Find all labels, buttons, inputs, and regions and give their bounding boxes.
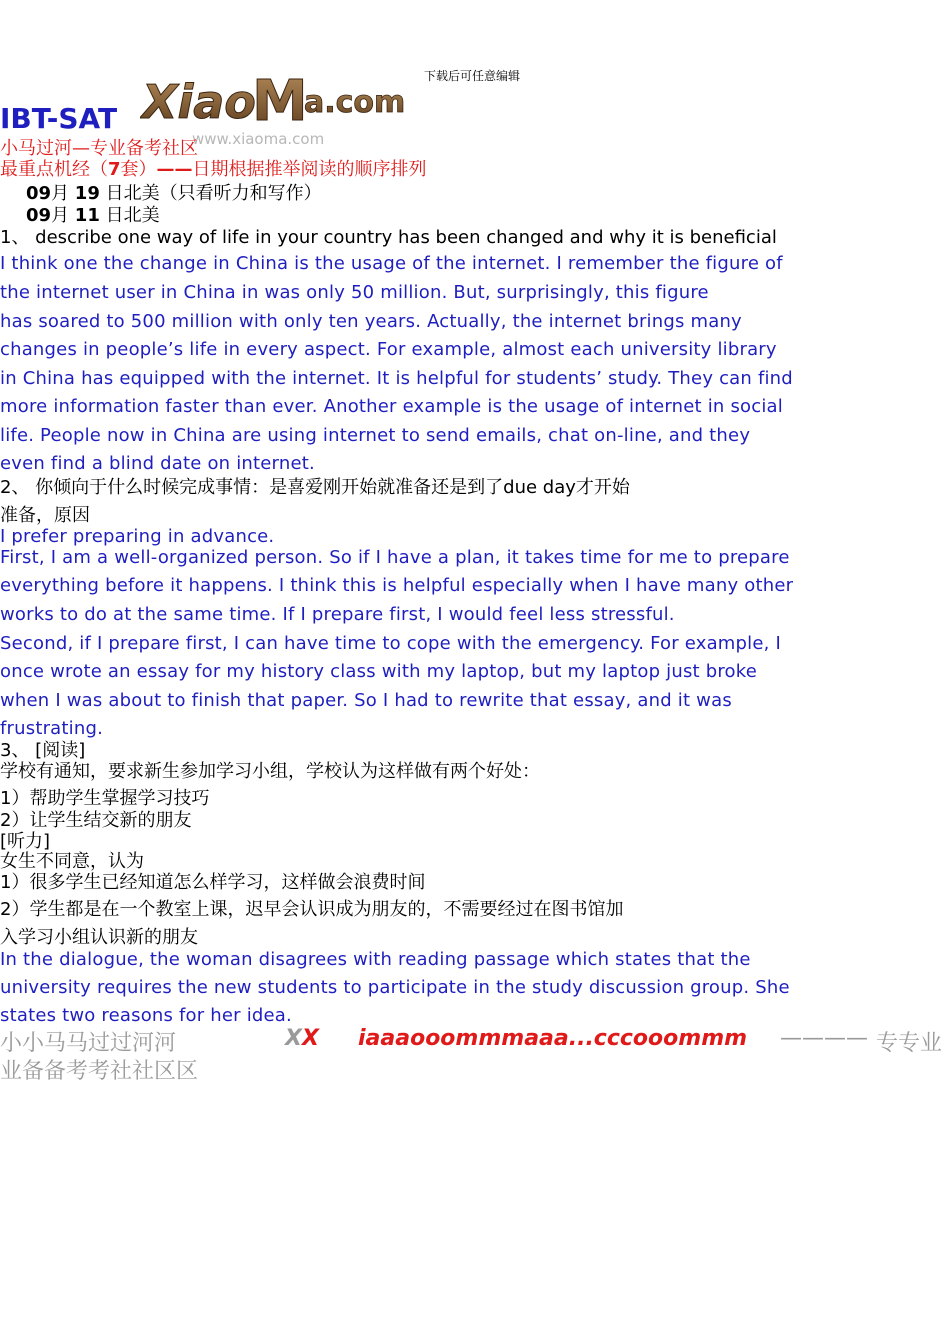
answer-line: has soared to 500 million with only ten years. Actually, the internet brings many bbox=[0, 311, 742, 332]
date-day: 11 bbox=[74, 205, 100, 226]
date-day: 19 bbox=[74, 183, 100, 204]
date-rest: 日北美（只看听力和写作） bbox=[105, 183, 322, 204]
footer-dashes: ———— bbox=[780, 1026, 868, 1051]
q3-line: 2）学生都是在一个教室上课，迟早会认识成为朋友的，不需要经过在图书馆加 bbox=[0, 899, 624, 920]
q3-line: [听力] bbox=[0, 831, 51, 852]
subtitle-part: 最重点机经（ bbox=[0, 159, 108, 180]
answer-line: works to do at the same time. If I prepare first, I would feel less stressful. bbox=[0, 604, 675, 625]
answer-line: I think one the change in China is the usage of the internet. I remember the figure of bbox=[0, 253, 783, 274]
date-month-label: 月 bbox=[51, 205, 70, 226]
subtitle-part: 日期根据推举阅读的顺序排列 bbox=[192, 159, 427, 180]
page-subtitle bbox=[0, 155, 427, 181]
footer-left: 小小马马过过河河 bbox=[0, 1031, 177, 1056]
answer-line: when I was about to finish that paper. So I had to rewrite that essay, and it was bbox=[0, 690, 732, 711]
q3-line: 1）很多学生已经知道怎么样学习，这样做会浪费时间 bbox=[0, 872, 426, 893]
date-month-label: 月 bbox=[51, 183, 70, 204]
q2-answer-intro: I prefer preparing in advance. bbox=[0, 526, 275, 547]
answer-line: First, I am a well-organized person. So if I have a plan, it takes time for me to prepare bbox=[0, 547, 790, 568]
answer-line: changes in people’s life in every aspect. For example, almost each university library bbox=[0, 339, 777, 360]
q2-answer bbox=[0, 547, 950, 747]
answer-line: states two reasons for her idea. bbox=[0, 1005, 292, 1026]
community-tagline: 小马过河—专业备考社区 bbox=[0, 138, 198, 159]
footer-xx bbox=[285, 1026, 319, 1051]
footer-x-red: X bbox=[301, 1026, 319, 1051]
footer-line2: 业备备考考社社区区 bbox=[0, 1059, 199, 1084]
q1-answer bbox=[0, 253, 950, 483]
answer-line: Second, if I prepare first, I can have time to cope with the emergency. For example, I bbox=[0, 633, 781, 654]
footer-url: iaaaooommmaaa...cccooommm bbox=[358, 1026, 748, 1051]
answer-line: in China has equipped with the internet. It is helpful for students’ study. They can find bbox=[0, 368, 793, 389]
q2-prompt: 2、 你倾向于什么时候完成事情：是喜爱刚开始就准备还是到了due day才开始 bbox=[0, 477, 630, 498]
date-month: 09 bbox=[26, 205, 52, 226]
answer-line: more information faster than ever. Another example is the usage of internet in social bbox=[0, 396, 783, 417]
answer-line: everything before it happens. I think this is helpful especially when I have many other bbox=[0, 575, 794, 596]
date-line bbox=[26, 205, 160, 227]
q3-line: 入学习小组认识新的朋友 bbox=[0, 927, 198, 948]
q3-line: 2）让学生结交新的朋友 bbox=[0, 810, 192, 831]
subtitle-dash: —— bbox=[156, 159, 193, 180]
date-line bbox=[26, 183, 322, 205]
footer-right: 专专业 bbox=[876, 1031, 943, 1056]
subtitle-part: 套） bbox=[120, 159, 157, 180]
subtitle-count: 7 bbox=[108, 159, 121, 180]
footer-x-gray: X bbox=[285, 1026, 302, 1051]
date-month: 09 bbox=[26, 183, 52, 204]
answer-line: university requires the new students to participate in the study discussion group. She bbox=[0, 977, 790, 998]
q3-line: 1）帮助学生掌握学习技巧 bbox=[0, 788, 210, 809]
q2-prompt-cont: 准备，原因 bbox=[0, 505, 90, 526]
q3-heading: 3、 [阅读] bbox=[0, 740, 86, 761]
q1-prompt: 1、 describe one way of life in your country has been changed and why it is beneficial bbox=[0, 227, 777, 248]
answer-line: frustrating. bbox=[0, 718, 104, 739]
svg-text:M: M bbox=[252, 69, 308, 134]
answer-line: even find a blind date on internet. bbox=[0, 453, 315, 474]
svg-text:a.com: a.com bbox=[304, 85, 406, 120]
q3-line: 女生不同意，认为 bbox=[0, 851, 144, 872]
top-note: 下载后可任意编辑 bbox=[424, 69, 521, 83]
footer-watermark bbox=[0, 1026, 176, 1057]
answer-line: once wrote an essay for my history class with my laptop, but my laptop just broke bbox=[0, 661, 757, 682]
answer-line: life. People now in China are using internet to send emails, chat on-line, and they bbox=[0, 425, 751, 446]
svg-text:Xiao: Xiao bbox=[142, 75, 256, 129]
date-rest: 日北美 bbox=[105, 205, 160, 226]
answer-line: In the dialogue, the woman disagrees with reading passage which states that the bbox=[0, 949, 751, 970]
answer-line: the internet user in China in was only 50 million. But, surprisingly, this figure bbox=[0, 282, 709, 303]
svg-text:www.xiaoma.com: www.xiaoma.com bbox=[192, 130, 325, 148]
site-title: IBT-SAT bbox=[0, 102, 118, 135]
q3-line: 学校有通知，要求新生参加学习小组，学校认为这样做有两个好处： bbox=[0, 761, 540, 782]
